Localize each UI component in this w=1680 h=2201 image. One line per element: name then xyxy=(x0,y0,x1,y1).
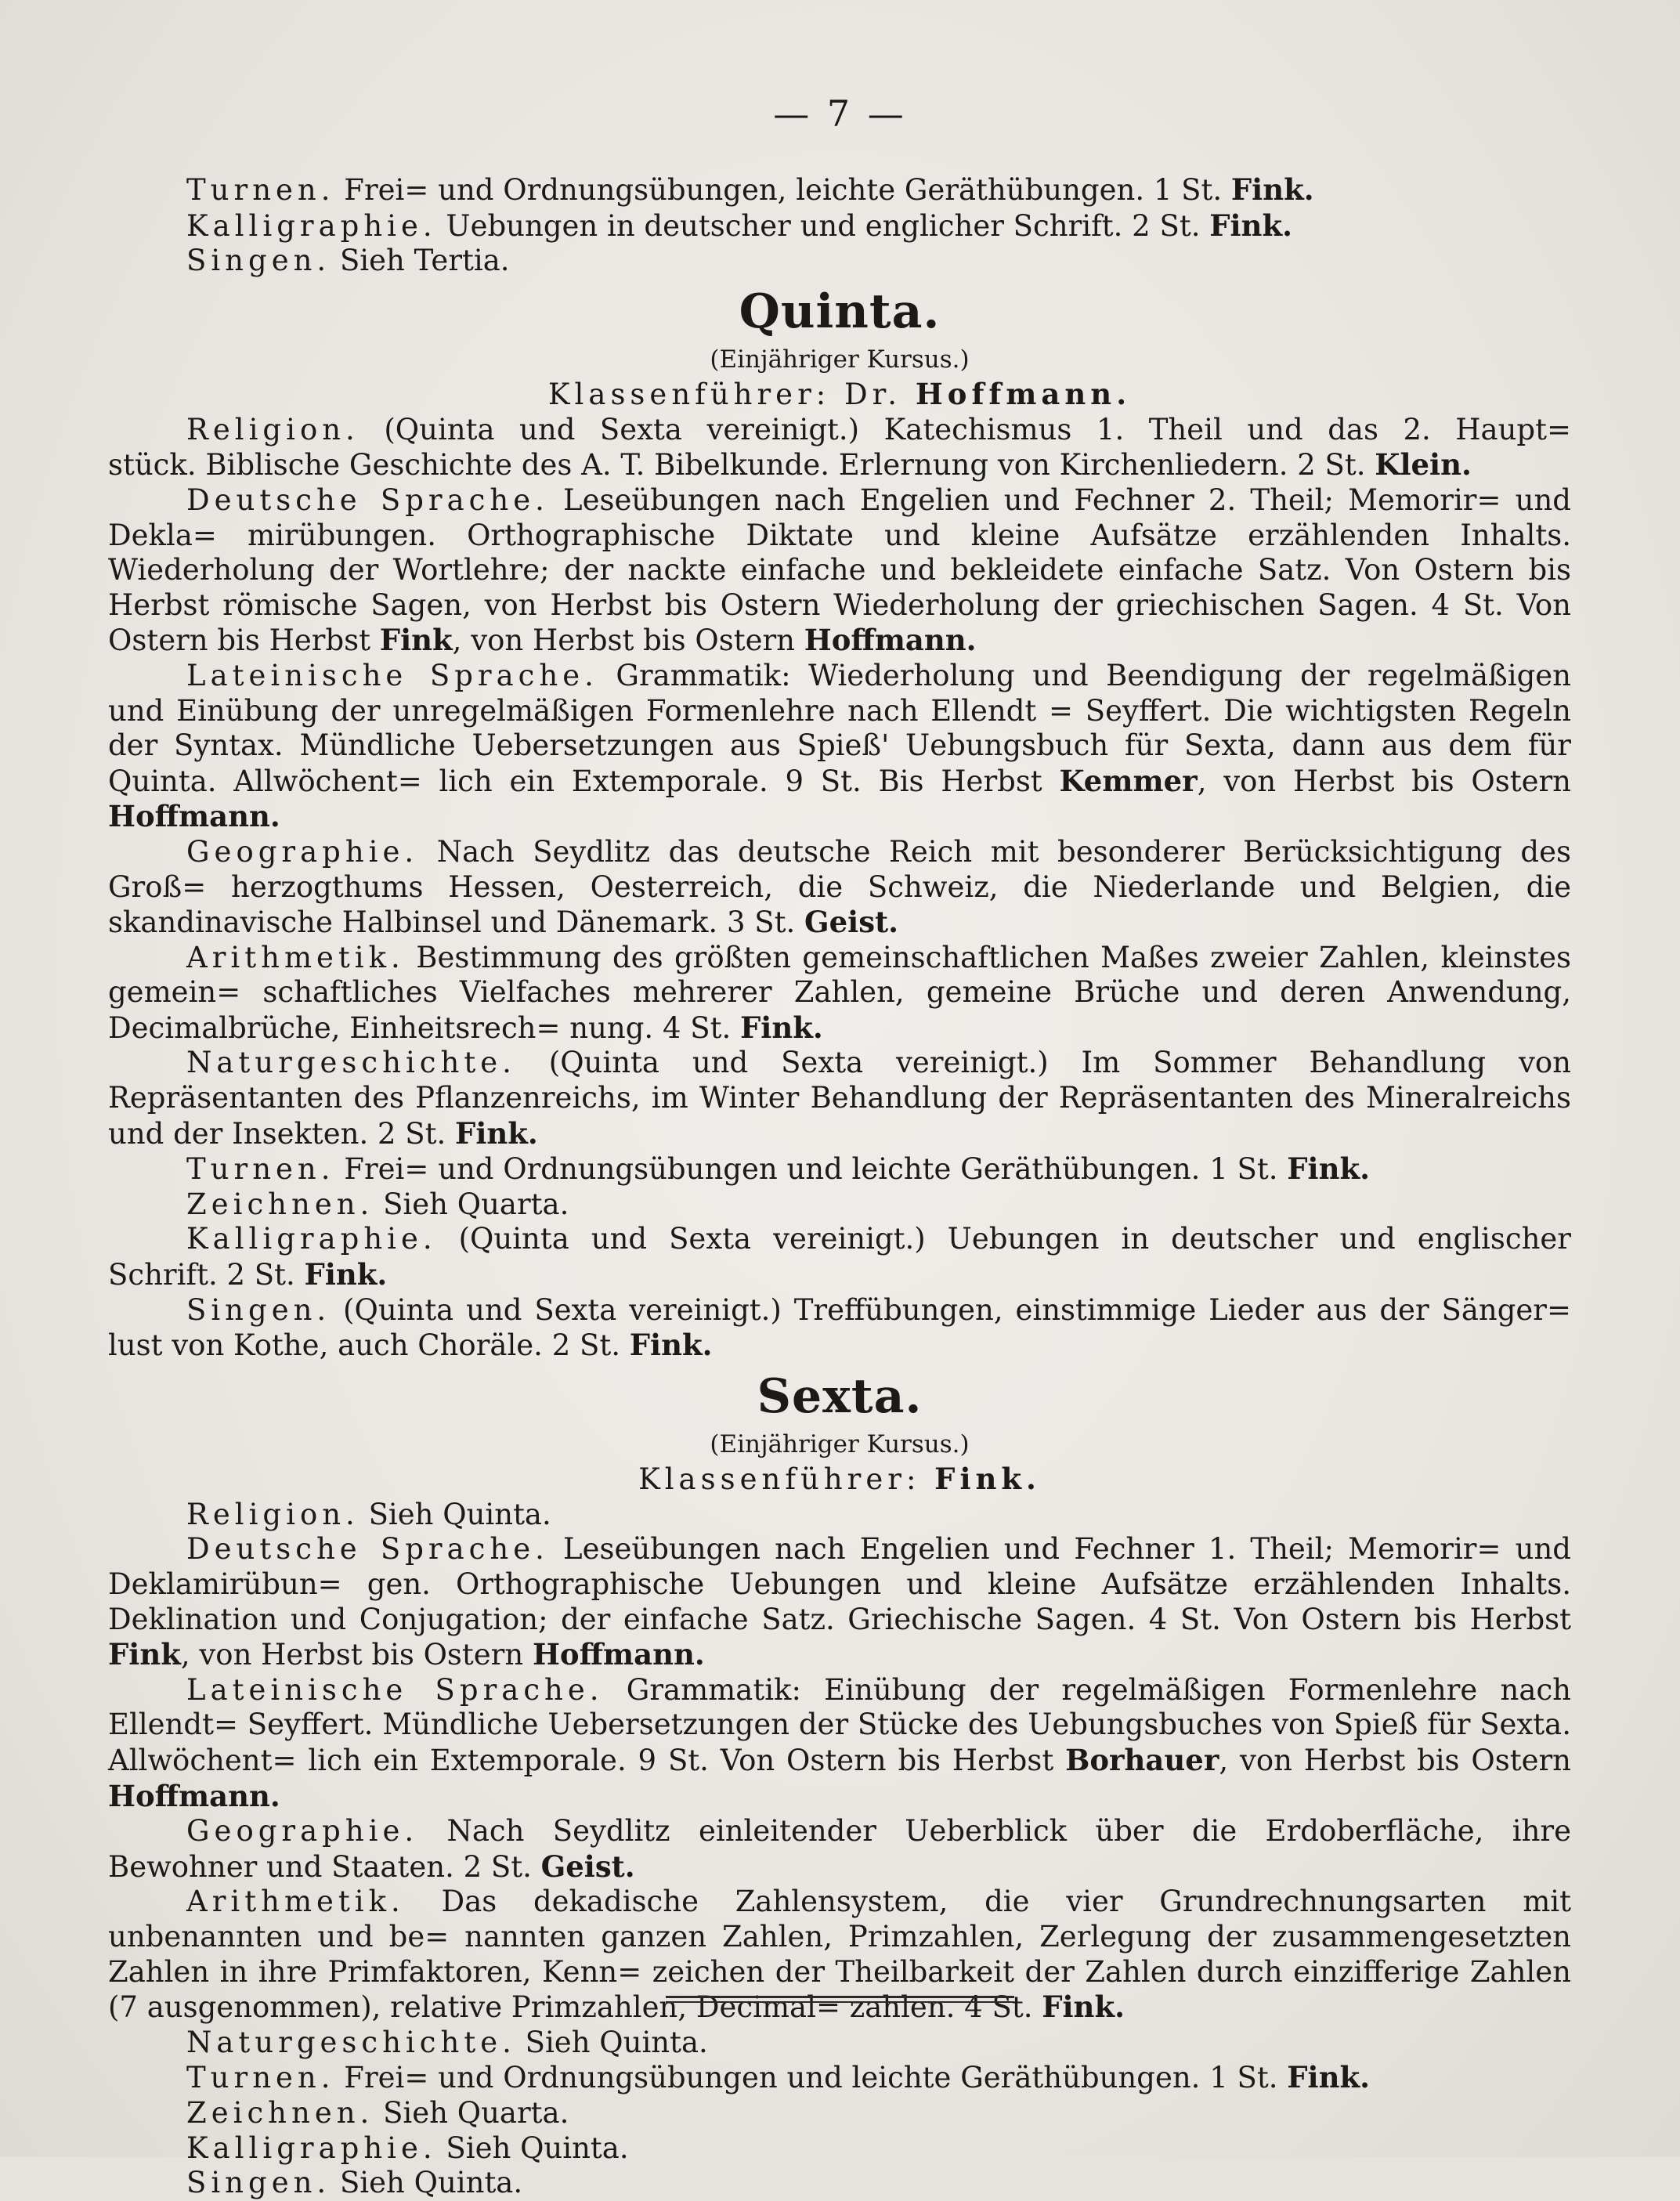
subject-text: Das dekadische Zahlensystem, die vier Grundrechnungsarten mit unbenannten und be= nannten ganzen Zahlen, Primzahlen, Zerlegung der zusammengesetzten Zahlen in ihre Primfaktoren, Kenn= zeichen der Theilbarkeit der Zahlen durch einzifferige Zahlen (7 ausgenommen), relative Primzahlen, Decimal= zahlen. 4 St. xyxy=(108,1885,1571,2025)
quinta-deutsch xyxy=(108,483,1571,659)
subject-text: , von Herbst bis Ostern xyxy=(1219,1743,1571,1777)
quinta-turnen xyxy=(108,1151,1571,1187)
teacher-name: Fink. xyxy=(1209,208,1292,243)
subject-text: stück. Biblische Geschichte des A. T. Bibelkunde. Erlernung von Kirchenliedern. 2 St. xyxy=(108,448,1375,482)
teacher-name: Fink. xyxy=(1287,2060,1370,2095)
sexta-arithmetik xyxy=(108,1885,1571,2025)
subject-text: Nach Seydlitz einleitender Ueberblick über die Erdoberfläche, ihre Bewohner und Staaten. 2 St. xyxy=(108,1814,1571,1884)
subject-text: Sieh Quinta. xyxy=(436,2131,629,2165)
subject-label: Turnen. xyxy=(186,1152,335,1187)
subject-text: (Quinta und Sexta vereinigt.) Katechismus 1. Theil und das 2. Haupt= xyxy=(384,412,1571,446)
sexta-latein xyxy=(108,1673,1571,1814)
teacher-name: Fink. xyxy=(740,1010,823,1045)
sexta-singen xyxy=(108,2166,1571,2201)
intro-kalligraphie xyxy=(108,208,1571,244)
subject-label: Naturgeschichte. xyxy=(186,2025,516,2059)
teacher-name: Fink xyxy=(108,1637,181,1672)
section-title-sexta: Sexta. xyxy=(757,1368,923,1424)
sexta-zeichnen xyxy=(108,2096,1571,2131)
sexta-naturgeschichte xyxy=(108,2026,1571,2061)
subject-label: Arithmetik. xyxy=(186,1885,405,1919)
subject-text: , von Herbst bis Ostern xyxy=(452,623,804,658)
subject-label: Religion. xyxy=(186,412,359,446)
teacher-name: Hoffmann. xyxy=(532,1637,705,1672)
class-leader-name: Fink. xyxy=(934,1461,1041,1496)
subject-label: Kalligraphie. xyxy=(186,2131,437,2165)
class-leader-name: Hoffmann. xyxy=(915,376,1132,411)
subject-label: Zeichnen. xyxy=(186,1187,374,1221)
closing-rule xyxy=(666,1996,1014,2000)
subject-text: Sieh Quinta. xyxy=(359,1497,551,1531)
teacher-name: Kemmer xyxy=(1059,763,1198,798)
teacher-name: Fink. xyxy=(1042,1990,1125,2025)
subject-text: Sieh Quinta. xyxy=(331,2166,523,2200)
subject-label: Singen. xyxy=(186,2166,331,2200)
course-note: (Einjähriger Kursus.) xyxy=(710,345,970,374)
subject-text: Nach Seydlitz das deutsche Reich mit besonderer Berücksichtigung des Groß= herzogthums Hessen, Oesterreich, die Schweiz, die Niederlande und Belgien, die skandinavische Halbinsel und Dänemark. 3 St. xyxy=(108,834,1571,940)
teacher-name: Fink. xyxy=(1230,172,1314,207)
subject-text: Leseübungen nach Engelien und Fechner 2. Theil; Memorir= und Dekla= mirübungen. Orthographische Diktate und kleine Aufsätze erzählenden Inhalts. Wiederholung der Wortlehre; der nackte einfache und bekleidete einfache Satz. Von Ostern bis Herbst römische Sagen, von Herbst bis Ostern Wiederholung der griechischen Sagen. 4 St. Von Ostern bis Herbst xyxy=(108,482,1571,658)
subject-label: Kalligraphie. xyxy=(186,208,437,243)
page-body xyxy=(108,172,1571,2201)
quinta-singen xyxy=(108,1293,1571,1364)
subject-label: Kalligraphie. xyxy=(186,1222,437,1256)
subject-label: Geographie. xyxy=(186,1814,419,1849)
teacher-name: Hoffmann. xyxy=(108,1778,280,1813)
subject-label: Singen. xyxy=(186,1292,331,1327)
subject-label: Lateinische Sprache. xyxy=(186,658,598,692)
subject-label: Turnen. xyxy=(186,2061,335,2095)
teacher-name: Fink. xyxy=(455,1115,538,1151)
sexta-religion xyxy=(108,1498,1571,1533)
quinta-latein xyxy=(108,659,1571,835)
intro-singen xyxy=(108,244,1571,279)
subject-label: Singen. xyxy=(186,244,331,278)
subject-text: Sieh Tertia. xyxy=(331,244,510,278)
subject-label: Arithmetik. xyxy=(186,940,405,974)
quinta-religion-line2 xyxy=(108,447,1571,483)
subject-text: Frei= und Ordnungsübungen und leichte Geräthübungen. 1 St. xyxy=(334,2061,1288,2095)
teacher-name: Fink. xyxy=(304,1257,388,1292)
subject-label: Religion. xyxy=(186,1497,359,1531)
quinta-arithmetik xyxy=(108,941,1571,1046)
class-leader-label: Klassenführer: xyxy=(638,1462,935,1496)
subject-text: (Quinta und Sexta vereinigt.) Treffübungen, einstimmige Lieder aus der Sänger= lust von Kothe, auch Choräle. 2 St. xyxy=(108,1292,1571,1363)
subject-text: Sieh Quinta. xyxy=(515,2025,708,2059)
page-number: — 7 — xyxy=(773,92,907,135)
sexta-turnen xyxy=(108,2060,1571,2096)
quinta-zeichnen xyxy=(108,1187,1571,1223)
class-leader xyxy=(108,376,1571,413)
closing-rule-thin xyxy=(666,2001,1014,2003)
quinta-kalligraphie xyxy=(108,1222,1571,1292)
subject-text: (Quinta und Sexta vereinigt.) Uebungen in deutscher und englischer Schrift. 2 St. xyxy=(108,1222,1571,1292)
sexta-geographie xyxy=(108,1814,1571,1885)
subject-text: Bestimmung des größten gemeinschaftlichen Maßes zweier Zahlen, kleinstes gemein= schaftliches Vielfaches mehrerer Zahlen, gemeine Brüche und deren Anwendung, Decimalbrüche, Einheitsrech= nung. 4 St. xyxy=(108,940,1571,1045)
subject-label: Naturgeschichte. xyxy=(186,1046,516,1080)
teacher-name: Fink xyxy=(379,623,453,658)
teacher-name: Hoffmann. xyxy=(108,799,280,834)
class-leader-label: Klassenführer: Dr. xyxy=(547,377,916,411)
teacher-name: Geist. xyxy=(804,905,898,940)
sexta-kalligraphie xyxy=(108,2131,1571,2167)
subject-label: Lateinische Sprache. xyxy=(186,1672,604,1707)
sexta-deutsch xyxy=(108,1532,1571,1672)
teacher-name: Fink. xyxy=(1287,1151,1370,1187)
subject-text: Leseübungen nach Engelien und Fechner 1. Theil; Memorir= und Deklamirübun= gen. Orthographische Uebungen und kleine Aufsätze erzählenden Inhalts. Deklination und Conjugation; der einfache Satz. Griechische Sagen. 4 St. Von Ostern bis Herbst xyxy=(108,1532,1571,1636)
subject-label: Zeichnen. xyxy=(186,2095,374,2130)
subject-text: Uebungen in deutscher und englicher Schrift. 2 St. xyxy=(436,208,1210,243)
subject-text: Grammatik: Einübung der regelmäßigen Formenlehre nach Ellendt= Seyffert. Mündliche Uebersetzungen der Stücke des Uebungsbuches von Spieß für Sexta. Allwöchent= lich ein Extemporale. 9 St. Von Ostern bis Herbst xyxy=(108,1672,1571,1777)
subject-label: Turnen. xyxy=(186,173,335,207)
subject-text: Frei= und Ordnungsübungen, leichte Geräthübungen. 1 St. xyxy=(334,173,1231,207)
teacher-name: Borhauer xyxy=(1065,1742,1219,1777)
subject-label: Deutsche Sprache. xyxy=(186,1532,549,1567)
subject-text: (Quinta und Sexta vereinigt.) Im Sommer Behandlung von Repräsentanten des Pflanzenreichs, im Winter Behandlung der Repräsentanten des Mineralreichs und der Insekten. 2 St. xyxy=(108,1046,1571,1151)
teacher-name: Fink. xyxy=(629,1328,713,1363)
subject-text: , von Herbst bis Ostern xyxy=(1197,764,1571,798)
quinta-religion-line1 xyxy=(108,413,1571,448)
subject-text: Sieh Quarta. xyxy=(374,2095,569,2130)
section-title-quinta: Quinta. xyxy=(739,284,941,339)
subject-text: Grammatik: Wiederholung und Beendigung der regelmäßigen und Einübung der unregelmäßigen Formenlehre nach Ellendt = Seyffert. Die wichtigsten Regeln der Syntax. Mündliche Uebersetzungen aus Spieß' Uebungsbuch für Sexta, dann aus dem für Quinta. Allwöchent= lich ein Extemporale. 9 St. Bis Herbst xyxy=(108,658,1571,798)
quinta-naturgeschichte xyxy=(108,1046,1571,1151)
subject-text: Frei= und Ordnungsübungen und leichte Geräthübungen. 1 St. xyxy=(334,1152,1288,1187)
class-leader xyxy=(108,1461,1571,1498)
subject-text: , von Herbst bis Ostern xyxy=(180,1638,533,1672)
teacher-name: Geist. xyxy=(540,1849,635,1884)
teacher-name: Hoffmann. xyxy=(804,623,977,658)
course-note: (Einjähriger Kursus.) xyxy=(710,1429,970,1458)
subject-label: Geographie. xyxy=(186,834,419,869)
intro-turnen xyxy=(108,172,1571,208)
subject-label: Deutsche Sprache. xyxy=(186,482,549,517)
teacher-name: Klein. xyxy=(1375,447,1472,482)
quinta-geographie xyxy=(108,835,1571,941)
subject-text: Sieh Quarta. xyxy=(374,1187,569,1221)
